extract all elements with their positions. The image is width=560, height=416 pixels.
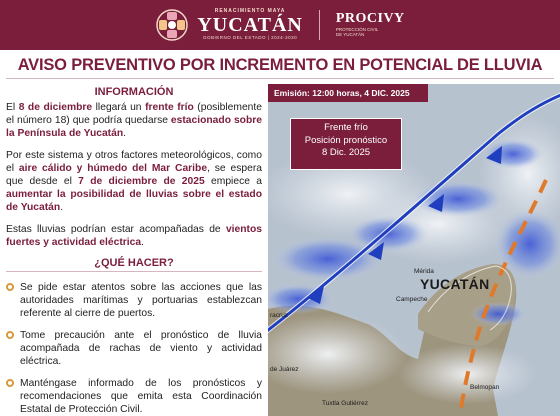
bullet-circle-icon [6,283,14,291]
procivy-logo [336,12,405,38]
list-item [6,281,262,320]
list-item [6,329,262,368]
callout-line-2: Posición pronóstico [304,134,388,146]
agency-subtitle: PROTECCIÓN CIVIL DE YUCATÁN [335,27,379,37]
body-text: , se espera que desde el [6,163,262,187]
emphasis-text: aumentar la posibilidad de lluvias sobre el estado de Yucatán [6,189,262,213]
government-wordmark [197,9,303,41]
que-hacer-divider [6,271,262,272]
emphasis-text: aire cálido y húmedo del Mar Caribe [18,163,208,174]
list-item-text: Manténgase informado de los pronósticos y recomendaciones que emita esta Coordinación Estatal de Protección Civil. [20,378,262,415]
list-item-text: Tome precaución ante el pronóstico de lluvia acompañada de rachas de viento y actividad eléctrica. [20,330,262,367]
place-belmopan: Belmopan [470,384,500,391]
place-tuxtla: Tuxtla Gutiérrez [322,400,368,407]
place-merida: Mérida [414,268,434,275]
emission-badge: Emisión: 12:00 horas, 4 DIC. 2025 [268,84,428,102]
body-text: Por este sistema y otros factores meteorológicos, como el [6,150,262,174]
list-item [6,377,262,416]
brand-bottom: GOBIERNO DEL ESTADO | 2024-2030 [202,35,298,41]
info-paragraph-2 [6,149,262,214]
info-paragraph-1 [6,101,262,140]
callout-line-1: Frente frío [324,122,368,133]
body-text: empiece a [204,176,262,187]
body-text: (posiblemente el número 18) que podría quedarse [6,102,262,126]
bullet-circle-icon [6,379,14,387]
info-column [6,86,262,416]
maya-flower-icon [155,8,189,42]
body-text: El [6,102,19,113]
emphasis-text: vientos fuertes y actividad eléctrica [6,224,262,248]
place-veracruz: racruz [270,312,289,319]
callout-line-3: 8 Dic. 2025 [321,147,371,158]
header-divider [319,10,320,40]
forecast-map [268,84,560,416]
header-bar [0,0,560,50]
emphasis-text: estacionado sobre la Península de Yucatán [6,115,262,139]
title-divider [6,78,554,79]
info-paragraph-3 [6,223,262,249]
emphasis-text: 7 de diciembre de 2025 [78,176,205,187]
body-text: Estas lluvias podrían estar acompañadas de [6,224,226,235]
body-text: llegará un [92,102,146,113]
agency-name: PROCIVY [335,11,405,27]
info-heading: INFORMACIÓN [94,86,174,98]
list-item-text: Se pide estar atentos sobre las acciones que las autoridades marítimas y portuarias establezcan referente al cierre de puertos. [20,282,262,319]
front-callout [290,118,402,170]
brand-top: RENACIMIENTO MAYA [214,8,286,15]
brand-name: YUCATÁN [197,14,303,37]
bullet-circle-icon [6,331,14,339]
emphasis-text: frente frío [145,102,194,113]
que-hacer-heading: ¿QUÉ HACER? [94,257,174,269]
place-campeche: Campeche [396,296,428,303]
place-juarez: de Juárez [270,366,299,373]
emphasis-text: 8 de diciembre [18,102,93,113]
body-text: . [141,237,144,248]
body-text: . [60,202,64,213]
government-logo [155,8,404,42]
page-title: AVISO PREVENTIVO POR INCREMENTO EN POTENCIAL DE LLUVIA [17,56,543,74]
body-text: . [123,128,127,139]
state-label: YUCATÁN [420,276,490,292]
